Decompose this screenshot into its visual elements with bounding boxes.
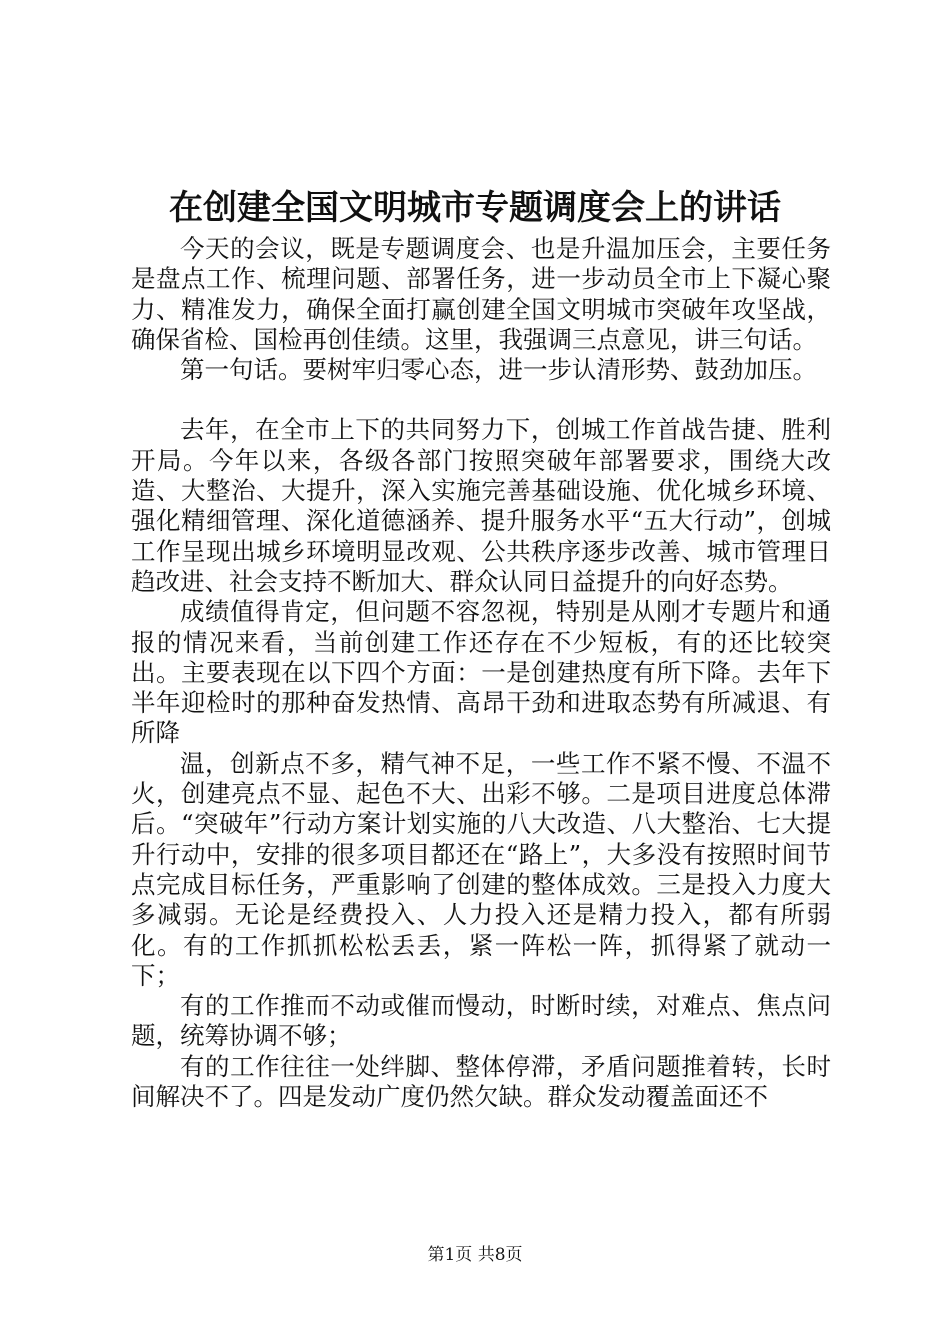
paragraph-problems-continued: 温，创新点不多，精气神不足，一些工作不紧不慢、不温不火，创建亮点不显、起色不大、出彩不够。二是项目进度总体滞后。“突破年”行动方案计划实施的八大改造、八大整治、七大提升行动中，安排的很多项目都还在“路上”，大多没有按照时间节点完成目标任务，严重影响了创建的整体成效。三是投入力度大多减弱。无论是经费投入、人力投入还是精力投入，都有所弱化。有的工作抓抓松松丢丢，紧一阵松一阵，抓得紧了就动一下； (131, 748, 831, 990)
paragraph-problems: 成绩值得肯定，但问题不容忽视，特别是从刚才专题片和通报的情况来看，当前创建工作还存在不少短板，有的还比较突出。主要表现在以下四个方面：一是创建热度有所下降。去年下半年迎检时的那种奋发热情、高昂干劲和进取态势有所减退、有所降 (131, 597, 831, 748)
paragraph-push-not-move: 有的工作推而不动或催而慢动，时断时续，对难点、焦点问题，统筹协调不够； (131, 991, 831, 1051)
paragraph-intro: 今天的会议，既是专题调度会、也是升温加压会，主要任务是盘点工作、梳理问题、部署任务，进一步动员全市上下凝心聚力、精准发力，确保全面打赢创建全国文明城市突破年攻坚战，确保省检、国检再创佳绩。这里，我强调三点意见，讲三句话。 (131, 234, 831, 354)
paragraph-stalled: 有的工作往往一处绊脚、整体停滞，矛盾问题推着转，长时间解决不了。四是发动广度仍然欠缺。群众发动覆盖面还不 (131, 1051, 831, 1112)
paragraph-last-year: 去年，在全市上下的共同努力下，创城工作首战告捷、胜利开局。今年以来，各级各部门按照突破年部署要求，围绕大改造、大整治、大提升，深入实施完善基础设施、优化城乡环境、强化精细管理、深化道德涵养、提升服务水平“五大行动”，创城工作呈现出城乡环境明显改观、公共秩序逐步改善、城市管理日趋改进、社会支持不断加大、群众认同日益提升的向好态势。 (131, 415, 831, 596)
document-title: 在创建全国文明城市专题调度会上的讲话 (169, 188, 781, 228)
page-footer: 第1页 共8页 (427, 1245, 523, 1265)
paragraph-first-point: 第一句话。要树牢归零心态，进一步认清形势、鼓劲加压。 (180, 355, 817, 385)
document-body (131, 234, 831, 1112)
